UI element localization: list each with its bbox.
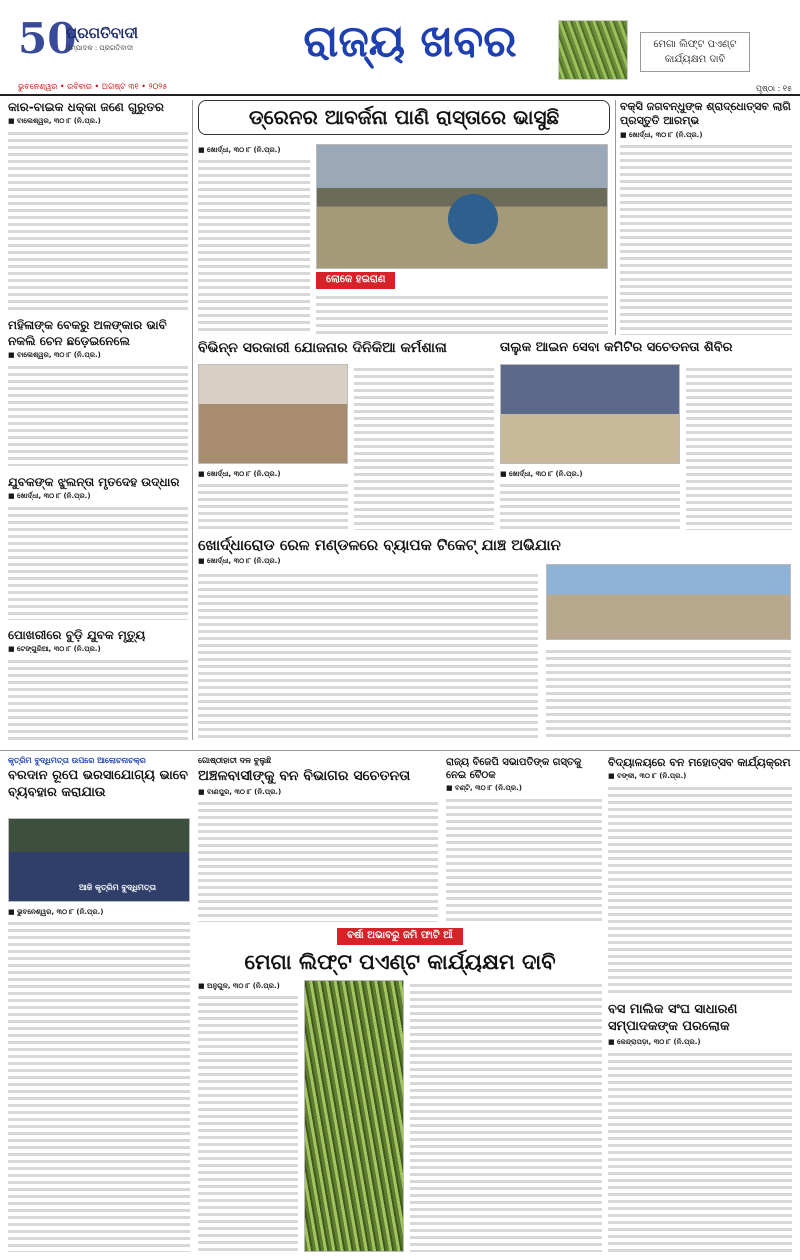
story-workshop[interactable] <box>198 340 494 530</box>
article-body <box>410 980 602 1252</box>
kicker: ଗୋଷ୍ଠୀହାତୀ ଦଳ ବୁଲୁଛି <box>198 756 272 765</box>
article-body <box>620 141 792 335</box>
story-ai-seminar[interactable] <box>8 756 190 1252</box>
headline: ବକ୍ସି ଜଗବନ୍ଧୁଙ୍କ ଶ୍ରାଦ୍ଧୋତ୍ସବ ଲାଗି ପ୍ରସ୍ତୁତି ଆରମ୍ଭ <box>620 100 791 128</box>
story-ticket-check[interactable] <box>198 536 792 740</box>
kicker: କୃତ୍ରିମ ବୁଦ୍ଧିମତ୍ତା ଉପରେ ଆଲୋଚନାଚକ୍ର <box>8 756 146 765</box>
headline: ମେଗା ଲିଫ୍ଟ ପଏଣ୍ଟ କାର୍ଯ୍ୟକ୍ଷମ ଦାବି <box>244 949 556 974</box>
byline: ■ ଖୋର୍ଦ୍ଧା, ୩୦।୮ (ନି.ପ୍ର.) <box>198 470 281 478</box>
byline: ■ କେନ୍ଦ୍ରାପଡ଼ା, ୩୦।୮ (ନି.ପ୍ର.) <box>608 1037 701 1046</box>
byline: ■ ଖୋର୍ଦ୍ଧା, ୩୦।୮ (ନି.ପ୍ର.) <box>500 470 583 478</box>
legal-camp-photo <box>500 364 680 464</box>
article-body <box>8 918 190 1252</box>
byline: ■ ଭୁବନେଶ୍ୱର, ୩୦।୮ (ନି.ପ୍ର.) <box>8 908 104 916</box>
article-body <box>316 292 608 335</box>
section-title: ରାଜ୍ୟ ଖବର <box>303 16 517 67</box>
story-drain[interactable] <box>198 100 610 335</box>
newspaper-logo[interactable] <box>18 14 168 74</box>
article-body <box>500 480 680 530</box>
byline: ■ ବାଣପୁର, ୩୦।୮ (ନି.ପ୍ର.) <box>198 787 282 796</box>
story-car-bike[interactable] <box>8 100 188 310</box>
story-vanamahotsav[interactable] <box>608 756 792 996</box>
article-body <box>198 798 438 922</box>
headline: ରାଜ୍ୟ ବିଜେପି ସଭାପତିଙ୍କ ଗସ୍ତକୁ ନେଇ ବୈଠକ <box>446 757 582 781</box>
byline: ■ ଖୋର୍ଦ୍ଧା, ୩୦।୮ (ନି.ପ୍ର.) <box>198 556 281 565</box>
byline: ■ ବଙ୍କୀ, ୩୦।୮ (ନି.ପ୍ର.) <box>608 771 687 780</box>
workshop-photo <box>198 364 348 464</box>
ticket-check-photo <box>546 564 791 640</box>
headline: ବରଦାନ ରୂପେ ଭରସାଯୋଗ୍ୟ ଭାବେ ବ୍ୟବହାର କରାଯାଉ <box>8 768 189 800</box>
masthead <box>0 0 800 96</box>
kicker: ବର୍ଷା ଅଭାବରୁ ଜମି ଫାଟି ଆଁ <box>198 928 602 945</box>
story-bjp[interactable] <box>446 756 602 922</box>
headline: ଖୋର୍ଦ୍ଧାରୋଡ ରେଳ ମଣ୍ଡଳରେ ବ୍ୟାପକ ଟିକେଟ୍ ଯାଞ୍ଚ ଅଭିଯାନ <box>198 536 561 554</box>
masthead-crop-photo <box>558 20 628 80</box>
byline: ■ ବାଲେଶ୍ୱର, ୩୦।୮ (ନି.ପ୍ର.) <box>8 117 101 125</box>
story-legal-camp[interactable] <box>500 340 792 530</box>
byline: ■ ବଣ୍ଟି, ୩୦।୮ (ନି.ପ୍ର.) <box>446 784 522 792</box>
logo-tagline: ସମ୍ପାଦକ : ପ୍ରଗତିବାଦୀ <box>66 44 134 52</box>
article-body <box>354 364 494 530</box>
article-body <box>546 646 791 740</box>
byline: ■ ଅନୁଗୁଳ, ୩୦।୮ (ନି.ପ୍ର.) <box>198 982 280 990</box>
column-rule <box>192 100 193 740</box>
article-body <box>198 570 538 740</box>
column-rule <box>615 100 616 335</box>
article-body <box>608 783 792 997</box>
story-elephant[interactable] <box>198 756 438 922</box>
story-shraddha[interactable] <box>620 100 792 335</box>
headline: ବିଦ୍ୟାଳୟରେ ବନ ମହୋତ୍ସବ କାର୍ଯ୍ୟକ୍ରମ <box>608 756 791 769</box>
byline: ■ ଟେଙ୍ଗୁରିଆ, ୩୦।୮ (ନି.ପ୍ର.) <box>8 645 101 653</box>
story-tag: ଲୋକେ ହଇରାଣ <box>316 272 395 289</box>
section-rule <box>0 750 800 751</box>
byline: ■ ଖୋର୍ଦ୍ଧା, ୩୦।୮ (ନି.ପ୍ର.) <box>620 130 703 139</box>
article-body <box>198 992 298 1252</box>
article-body <box>198 156 310 335</box>
dateline: ଭୁବନେଶ୍ୱର • ରବିବାର • ଅଗଷ୍ଟ ୩୧ • ୨୦୨୫ <box>18 82 168 91</box>
logo-anniversary-number: 50 <box>18 14 77 63</box>
article-body <box>608 1049 792 1252</box>
article-body <box>198 480 348 530</box>
logo-brand: ପ୍ରଗତିବାଦୀ <box>66 24 139 42</box>
article-body <box>446 795 602 922</box>
story-pond-drowning[interactable] <box>8 628 188 740</box>
story-bus-owner[interactable] <box>608 1002 792 1252</box>
byline: ■ ବାଲେଶ୍ୱର, ୩୦।୮ (ନି.ପ୍ର.) <box>8 351 101 360</box>
story-youth-body[interactable] <box>8 475 188 620</box>
headline: ଅଞ୍ଚଳବାସୀଙ୍କୁ ବନ ବିଭାଗର ସଚେତନତା <box>198 768 411 784</box>
story-mega-lift[interactable] <box>198 928 602 1252</box>
article-body <box>686 364 792 530</box>
headline: ପୋଖରୀରେ ବୁଡ଼ି ଯୁବକ ମୃତ୍ୟୁ <box>8 628 146 642</box>
article-body <box>8 656 188 740</box>
headline: କାର-ବାଇକ ଧକ୍କା ଜଣେ ଗୁରୁତର <box>8 100 164 114</box>
article-body <box>8 503 188 620</box>
headline: ଡ୍ରେନର ଆବର୍ଜନା ପାଣି ରାସ୍ତାରେ ଭାସୁଛି <box>198 100 610 135</box>
dry-crop-photo <box>304 980 404 1252</box>
article-body <box>8 128 188 310</box>
headline: ବସ ମାଲିକ ସଂଘ ସାଧାରଣ ସମ୍ପାଦକଙ୍କ ପରଲୋକ <box>608 1002 738 1034</box>
headline: ମହିଳାଙ୍କ ବେକରୁ ଅଳଙ୍କାର ଭାବି ନକଲି ଚେନ ଛଡ଼େଇନେଲେ <box>8 318 167 348</box>
article-body <box>8 362 188 466</box>
story-chain-snatch[interactable] <box>8 318 188 466</box>
page-number: ପୃଷ୍ଠା : ୧୫ <box>756 84 792 93</box>
headline: ତାଲୁକ ଆଇନ ସେବା କମିଟିର ସଚେତନତା ଶିବିର <box>500 340 733 355</box>
byline: ■ ଖୋର୍ଦ୍ଧା, ୩୦।୮ (ନି.ପ୍ର.) <box>8 492 91 500</box>
banner-text: ଆଜି କୃତ୍ରିମ ବୁଦ୍ଧିମତ୍ତା <box>79 883 156 892</box>
seminar-photo <box>8 818 190 902</box>
masthead-promo[interactable]: ମେଗା ଲିଫ୍ଟ ପଏଣ୍ଟ କାର୍ଯ୍ୟକ୍ଷମ ଦାବି <box>640 32 750 72</box>
headline: ଯୁବକଙ୍କ ଝୁଲନ୍ତା ମୃତଦେହ ଉଦ୍ଧାର <box>8 475 180 489</box>
byline: ■ ଖୋର୍ଦ୍ଧା, ୩୦।୮ (ନି.ପ୍ର.) <box>198 146 281 154</box>
flooded-street-photo <box>316 144 608 269</box>
headline: ବିଭିନ୍ନ ସରକାରୀ ଯୋଜନାର ଦିନିକିଆ କର୍ମଶାଳା <box>198 340 447 356</box>
